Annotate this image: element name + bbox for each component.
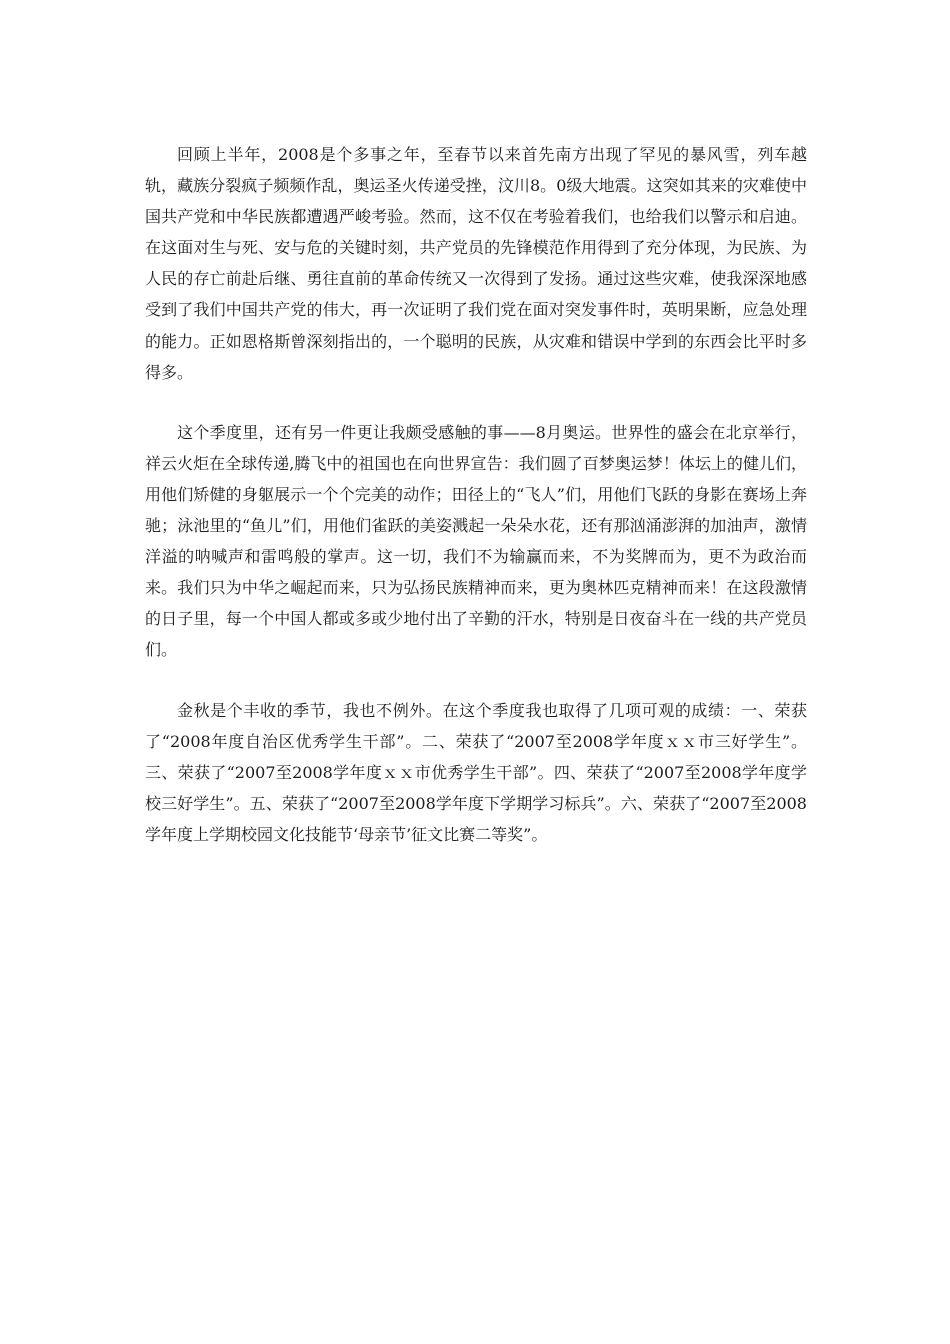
paragraph-olympics: 这个季度里，还有另一件更让我颇受感触的事——8月奥运。世界性的盛会在北京举行，祥云火炬在全球传递,腾飞中的祖国也在向世界宣告：我们圆了百梦奥运梦！体坛上的健儿们，用他们矫健的身躯展示一个个完美的动作；田径上的“飞人”们，用他们飞跃的身影在赛场上奔驰；泳池里的“鱼儿”们，用他们雀跃的美姿溅起一朵朵水花，还有那汹涌澎湃的加油声，激情洋溢的呐喊声和雷鸣般的掌声。这一切，我们不为输赢而来，不为奖牌而为，更不为政治而来。我们只为中华之崛起而来，只为弘扬民族精神而来，更为奥林匹克精神而来！在这段激情的日子里，每一个中国人都或多或少地付出了辛勤的汗水，特别是日夜奋斗在一线的共产党员们。 xyxy=(145,422,807,660)
document-body xyxy=(145,139,807,879)
paragraph-achievements: 金秋是个丰收的季节，我也不例外。在这个季度我也取得了几项可观的成绩：一、荣获了“2008年度自治区优秀学生干部”。二、荣获了“2007至2008学年度ｘｘ市三好学生”。三、荣获了“2007至2008学年度ｘｘ市优秀学生干部”。四、荣获了“2007至2008学年度学校三好学生”。五、荣获了“2007至2008学年度下学期学习标兵”。六、荣获了“2007至2008学年度上学期校园文化技能节‘母亲节’征文比赛二等奖”。 xyxy=(145,700,807,844)
paragraph-first-half-review: 回顾上半年，2008是个多事之年，至春节以来首先南方出现了罕见的暴风雪，列车越轨，藏族分裂疯子频频作乱，奥运圣火传递受挫，汶川8。0级大地震。这突如其来的灾难使中国共产党和中华民族都遭遇严峻考验。然而，这不仅在考验着我们，也给我们以警示和启迪。在这面对生与死、安与危的关键时刻，共产党员的先锋模范作用得到了充分体现，为民族、为人民的存亡前赴后继、勇往直前的革命传统又一次得到了发扬。通过这些灾难，使我深深地感受到了我们中国共产党的伟大，再一次证明了我们党在面对突发事件时，英明果断，应急处理的能力。正如恩格斯曾深刻指出的，一个聪明的民族，从灾难和错误中学到的东西会比平时多得多。 xyxy=(145,145,807,382)
